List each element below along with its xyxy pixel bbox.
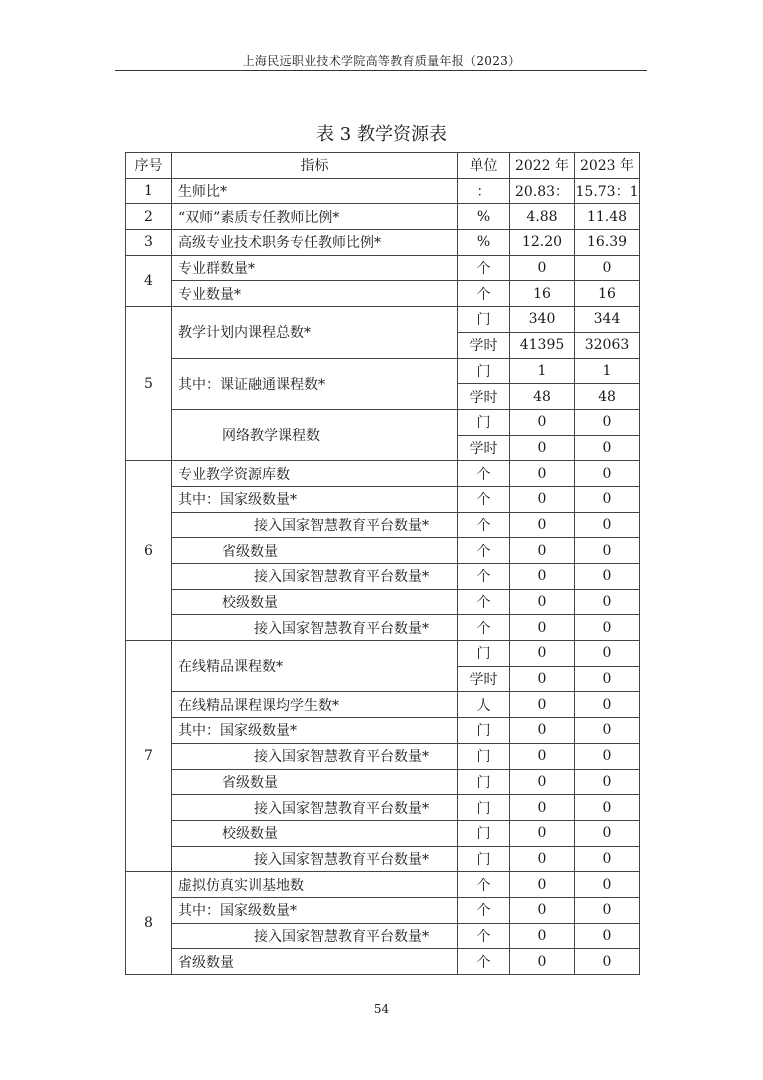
unit-cell: 门 <box>458 795 510 821</box>
value-2022-cell: 12.20 <box>510 230 575 256</box>
seq-cell: 5 <box>126 307 172 461</box>
table-row <box>126 512 640 538</box>
seq-cell: 4 <box>126 255 172 306</box>
unit-cell: 个 <box>458 255 510 281</box>
indicator-cell: 接入国家智慧教育平台数量* <box>172 615 458 641</box>
value-2022-cell: 4.88 <box>510 204 575 230</box>
value-2023-cell: 344 <box>575 307 640 333</box>
value-2022-cell: 0 <box>510 769 575 795</box>
indicator-cell: 其中：国家级数量* <box>172 897 458 923</box>
unit-cell: 个 <box>458 589 510 615</box>
value-2023-cell: 16.39 <box>575 230 640 256</box>
value-2022-cell: 0 <box>510 666 575 692</box>
unit-cell: 个 <box>458 564 510 590</box>
value-2022-cell: 0 <box>510 435 575 461</box>
value-2023-cell: 0 <box>575 820 640 846</box>
col-header-seq: 序号 <box>126 153 172 179</box>
indicator-cell: 接入国家智慧教育平台数量* <box>172 846 458 872</box>
unit-cell: 门 <box>458 358 510 384</box>
value-2023-cell: 0 <box>575 949 640 975</box>
unit-cell: 个 <box>458 538 510 564</box>
value-2022-cell: 0 <box>510 641 575 667</box>
indicator-cell: 专业教学资源库数 <box>172 461 458 487</box>
unit-cell: 个 <box>458 615 510 641</box>
col-header-2023: 2023 年 <box>575 153 640 179</box>
unit-cell: 门 <box>458 769 510 795</box>
col-header-unit: 单位 <box>458 153 510 179</box>
page-header: 上海民远职业技术学院高等教育质量年报（2023） <box>242 54 521 68</box>
value-2023-cell: 0 <box>575 461 640 487</box>
value-2023-cell: 0 <box>575 486 640 512</box>
value-2022-cell: 0 <box>510 923 575 949</box>
col-header-indicator: 指标 <box>172 153 458 179</box>
teaching-resources-table <box>125 152 640 975</box>
unit-cell: % <box>458 230 510 256</box>
value-2023-cell: 11.48 <box>575 204 640 230</box>
seq-cell: 1 <box>126 178 172 204</box>
value-2023-cell: 0 <box>575 666 640 692</box>
table-row <box>126 718 640 744</box>
unit-cell: 个 <box>458 872 510 898</box>
table-row <box>126 923 640 949</box>
value-2022-cell: 0 <box>510 255 575 281</box>
seq-cell: 8 <box>126 872 172 975</box>
table-row <box>126 769 640 795</box>
unit-cell: 学时 <box>458 666 510 692</box>
page-number: 54 <box>373 1002 390 1016</box>
value-2023-cell: 0 <box>575 692 640 718</box>
table-row <box>126 204 640 230</box>
table-row <box>126 846 640 872</box>
unit-cell: 学时 <box>458 332 510 358</box>
table-row <box>126 307 640 333</box>
unit-cell: 门 <box>458 743 510 769</box>
value-2023-cell: 0 <box>575 435 640 461</box>
indicator-cell: 校级数量 <box>172 820 458 846</box>
value-2022-cell: 0 <box>510 692 575 718</box>
indicator-cell: 其中：国家级数量* <box>172 486 458 512</box>
table-row <box>126 743 640 769</box>
indicator-cell: 省级数量 <box>172 949 458 975</box>
unit-cell: 门 <box>458 820 510 846</box>
table-header-row <box>126 153 640 179</box>
value-2023-cell: 0 <box>575 564 640 590</box>
value-2023-cell: 0 <box>575 923 640 949</box>
unit-cell: 个 <box>458 949 510 975</box>
unit-cell: 门 <box>458 846 510 872</box>
unit-cell: % <box>458 204 510 230</box>
value-2023-cell: 0 <box>575 615 640 641</box>
indicator-cell: 专业群数量* <box>172 255 458 281</box>
unit-cell: 学时 <box>458 435 510 461</box>
unit-cell: 人 <box>458 692 510 718</box>
table-row <box>126 820 640 846</box>
table-row <box>126 615 640 641</box>
unit-cell: 门 <box>458 641 510 667</box>
unit-cell: 个 <box>458 486 510 512</box>
value-2023-cell: 0 <box>575 512 640 538</box>
table-row <box>126 230 640 256</box>
unit-cell: 个 <box>458 512 510 538</box>
table-row <box>126 897 640 923</box>
value-2023-cell: 0 <box>575 718 640 744</box>
seq-cell: 6 <box>126 461 172 641</box>
value-2023-cell: 0 <box>575 538 640 564</box>
value-2022-cell: 0 <box>510 846 575 872</box>
indicator-cell: 虚拟仿真实训基地数 <box>172 872 458 898</box>
value-2023-cell: 1 <box>575 358 640 384</box>
col-header-2022: 2022 年 <box>510 153 575 179</box>
value-2022-cell: 340 <box>510 307 575 333</box>
table-row <box>126 692 640 718</box>
value-2022-cell: 0 <box>510 872 575 898</box>
value-2022-cell: 0 <box>510 589 575 615</box>
table-row <box>126 281 640 307</box>
unit-cell: 门 <box>458 409 510 435</box>
table-row <box>126 178 640 204</box>
indicator-cell: 接入国家智慧教育平台数量* <box>172 795 458 821</box>
table-row <box>126 538 640 564</box>
unit-cell: 门 <box>458 307 510 333</box>
value-2022-cell: 0 <box>510 718 575 744</box>
value-2023-cell: 0 <box>575 897 640 923</box>
seq-cell: 7 <box>126 641 172 872</box>
table-row <box>126 486 640 512</box>
indicator-cell: 在线精品课程数* <box>172 641 458 692</box>
unit-cell: ： <box>458 178 510 204</box>
value-2023-cell: 0 <box>575 795 640 821</box>
value-2023-cell: 0 <box>575 743 640 769</box>
value-2023-cell: 0 <box>575 255 640 281</box>
value-2022-cell: 0 <box>510 743 575 769</box>
table-row <box>126 589 640 615</box>
value-2023-cell: 0 <box>575 589 640 615</box>
value-2022-cell: 0 <box>510 512 575 538</box>
indicator-cell: 教学计划内课程总数* <box>172 307 458 358</box>
seq-cell: 2 <box>126 204 172 230</box>
indicator-cell: 高级专业技术职务专任教师比例* <box>172 230 458 256</box>
value-2022-cell: 0 <box>510 564 575 590</box>
value-2023-cell: 48 <box>575 384 640 410</box>
indicator-cell: 接入国家智慧教育平台数量* <box>172 923 458 949</box>
indicator-cell: 在线精品课程课均学生数* <box>172 692 458 718</box>
table-row <box>126 409 640 435</box>
value-2022-cell: 0 <box>510 949 575 975</box>
indicator-cell: 校级数量 <box>172 589 458 615</box>
indicator-cell: 其中：国家级数量* <box>172 718 458 744</box>
table-row <box>126 949 640 975</box>
indicator-cell: 专业数量* <box>172 281 458 307</box>
value-2022-cell: 0 <box>510 820 575 846</box>
value-2023-cell: 32063 <box>575 332 640 358</box>
value-2022-cell: 0 <box>510 538 575 564</box>
table-row <box>126 641 640 667</box>
indicator-cell: 省级数量 <box>172 769 458 795</box>
indicator-cell: 接入国家智慧教育平台数量* <box>172 512 458 538</box>
table-row <box>126 358 640 384</box>
unit-cell: 个 <box>458 923 510 949</box>
table-row <box>126 564 640 590</box>
value-2022-cell: 0 <box>510 409 575 435</box>
value-2023-cell: 0 <box>575 641 640 667</box>
indicator-cell: “双师”素质专任教师比例* <box>172 204 458 230</box>
value-2023-cell: 16 <box>575 281 640 307</box>
indicator-cell: 生师比* <box>172 178 458 204</box>
value-2022-cell: 20.83： <box>510 178 575 204</box>
indicator-cell: 省级数量 <box>172 538 458 564</box>
table-row <box>126 795 640 821</box>
table-row <box>126 255 640 281</box>
value-2023-cell: 0 <box>575 409 640 435</box>
value-2022-cell: 1 <box>510 358 575 384</box>
seq-cell: 3 <box>126 230 172 256</box>
value-2022-cell: 0 <box>510 615 575 641</box>
table-row <box>126 872 640 898</box>
value-2022-cell: 16 <box>510 281 575 307</box>
indicator-cell: 接入国家智慧教育平台数量* <box>172 564 458 590</box>
indicator-cell: 接入国家智慧教育平台数量* <box>172 743 458 769</box>
unit-cell: 门 <box>458 718 510 744</box>
unit-cell: 个 <box>458 461 510 487</box>
indicator-cell: 网络教学课程数 <box>172 409 458 460</box>
value-2023-cell: 0 <box>575 846 640 872</box>
value-2023-cell: 0 <box>575 872 640 898</box>
unit-cell: 个 <box>458 281 510 307</box>
table-row <box>126 461 640 487</box>
unit-cell: 个 <box>458 897 510 923</box>
value-2023-cell: 15.73：1 <box>575 178 640 204</box>
value-2022-cell: 0 <box>510 461 575 487</box>
value-2023-cell: 0 <box>575 769 640 795</box>
table-title: 表 3 教学资源表 <box>316 124 447 145</box>
value-2022-cell: 0 <box>510 897 575 923</box>
value-2022-cell: 0 <box>510 486 575 512</box>
indicator-cell: 其中：课证融通课程数* <box>172 358 458 409</box>
value-2022-cell: 0 <box>510 795 575 821</box>
value-2022-cell: 48 <box>510 384 575 410</box>
value-2022-cell: 41395 <box>510 332 575 358</box>
unit-cell: 学时 <box>458 384 510 410</box>
header-rule <box>115 70 647 71</box>
